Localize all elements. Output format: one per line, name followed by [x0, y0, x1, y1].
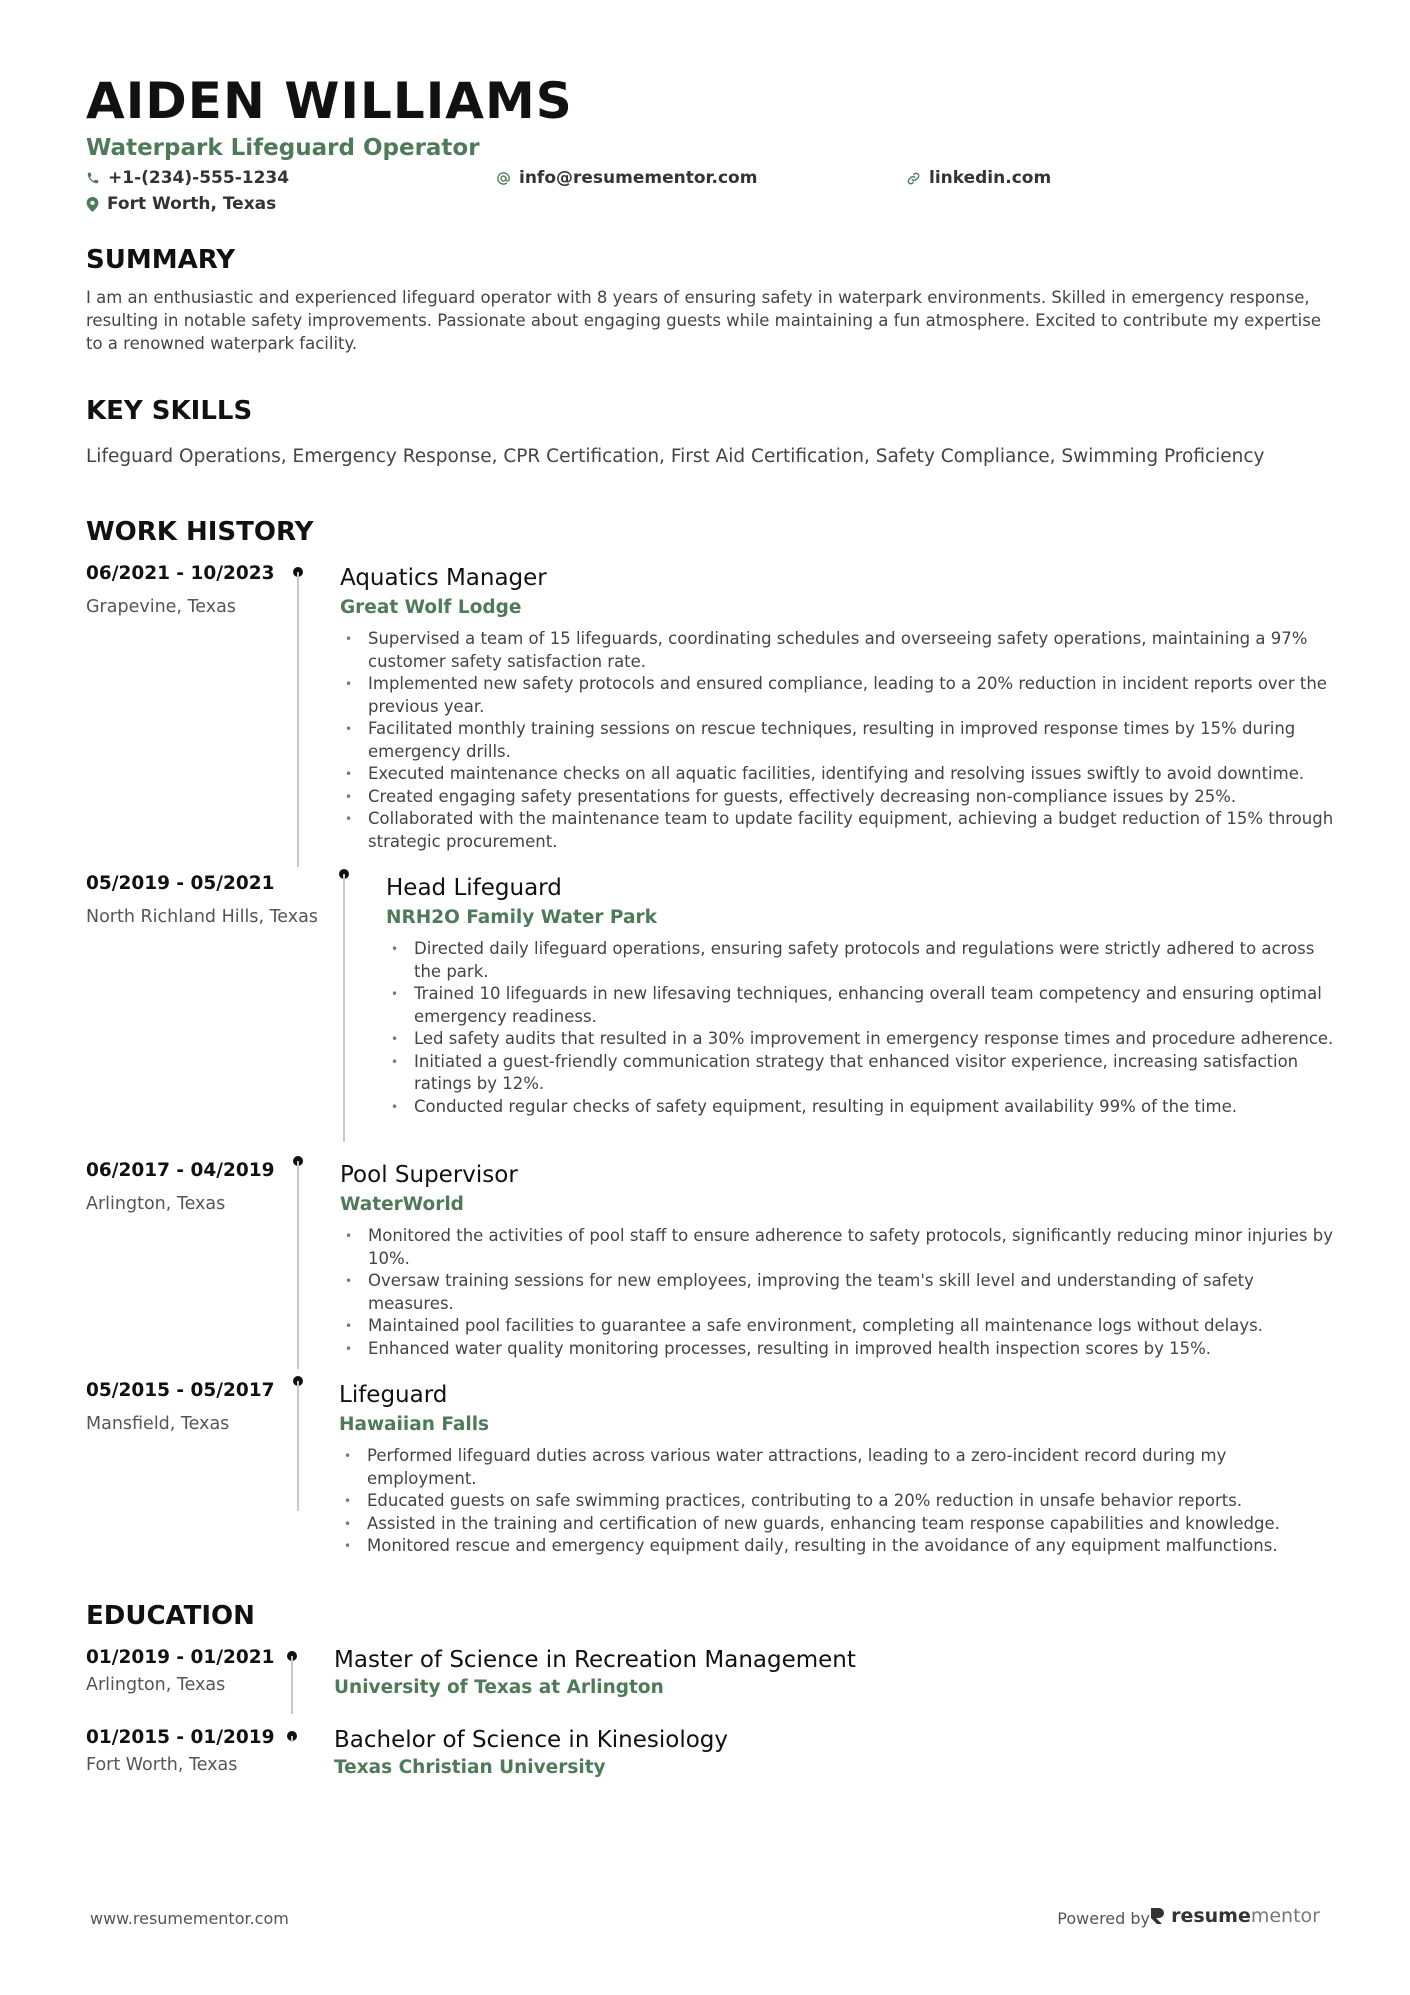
education-section — [86, 1600, 1336, 1778]
job-bullet: • Maintained pool facilities to guarantee a safe environment, completing all maintenance logs without delays. — [340, 1315, 1340, 1338]
education-location: Fort Worth, Texas — [86, 1755, 238, 1775]
email-text: info@resumementor.com — [519, 168, 758, 188]
job-bullet: • Monitored the activities of pool staff to ensure adherence to safety protocols, significantly reducing minor injuries by 10%. — [340, 1225, 1340, 1270]
education-heading: EDUCATION — [86, 1601, 255, 1631]
job-details — [339, 1379, 1339, 1558]
job-bullets — [340, 1225, 1340, 1360]
summary-section — [86, 244, 1336, 355]
job-bullets — [340, 628, 1340, 853]
timeline-line — [343, 874, 345, 1142]
job-meta — [86, 872, 346, 928]
company-name: Hawaiian Falls — [339, 1414, 490, 1435]
email-contact[interactable] — [496, 168, 757, 188]
job-bullet: • Supervised a team of 15 lifeguards, coordinating schedules and overseeing safety operations, maintaining a 97% customer safety satisfaction rate. — [340, 628, 1340, 673]
job-bullet: • Initiated a guest-friendly communication strategy that enhanced visitor experience, increasing satisfaction ratings by 12%. — [386, 1051, 1340, 1096]
education-entry — [86, 1726, 1336, 1776]
education-dates: 01/2015 - 01/2019 — [86, 1727, 275, 1748]
resume-page — [86, 72, 1336, 1778]
job-bullet: • Conducted regular checks of safety equipment, resulting in equipment availability 99% of the time. — [386, 1096, 1340, 1119]
job-details — [340, 1159, 1340, 1360]
company-name: NRH2O Family Water Park — [386, 907, 657, 928]
degree-name: Bachelor of Science in Kinesiology — [334, 1727, 729, 1753]
candidate-name: AIDEN WILLIAMS — [86, 72, 573, 130]
summary-text: I am an enthusiastic and experienced lifeguard operator with 8 years of ensuring safety in waterpark environments. Skilled in emergency response, resulting in notable safety improvements. Passionate about engaging guests while maintaining a fun atmosphere. Excited to contribute my expertise to a renowned waterpark facility. — [86, 288, 1321, 353]
job-dates: 05/2015 - 05/2017 — [86, 1380, 275, 1401]
job-title: Pool Supervisor — [340, 1162, 518, 1188]
linkedin-text: linkedin.com — [929, 168, 1052, 188]
linkedin-contact[interactable] — [906, 168, 1051, 188]
timeline-line — [291, 1656, 293, 1714]
education-entry — [86, 1646, 1336, 1696]
page-footer — [90, 1905, 1320, 1935]
job-bullet: • Performed lifeguard duties across various water attractions, leading to a zero-incident record during my employment. — [339, 1445, 1339, 1490]
link-icon — [906, 171, 921, 186]
skills-section — [86, 395, 1336, 469]
phone-icon — [86, 171, 100, 185]
summary-heading: SUMMARY — [86, 245, 236, 275]
job-title: Lifeguard — [339, 1382, 448, 1408]
education-dates: 01/2019 - 01/2021 — [86, 1647, 275, 1668]
job-location: Arlington, Texas — [86, 1194, 226, 1214]
education-details — [334, 1726, 728, 1780]
timeline-line — [297, 1161, 299, 1369]
contact-info — [86, 168, 1336, 224]
brand-name-light: mentor — [1250, 1905, 1320, 1927]
job-bullets — [386, 938, 1340, 1118]
footer-website-link[interactable]: www.resumementor.com — [90, 1909, 289, 1928]
job-location: North Richland Hills, Texas — [86, 907, 318, 927]
job-meta — [86, 562, 326, 618]
work-history-section — [86, 516, 1336, 1555]
brand-logo[interactable] — [1149, 1905, 1320, 1927]
school-name: University of Texas at Arlington — [334, 1677, 664, 1698]
job-dates: 06/2017 - 04/2019 — [86, 1160, 275, 1181]
job-location: Grapevine, Texas — [86, 597, 236, 617]
job-role: Waterpark Lifeguard Operator — [86, 135, 480, 161]
powered-by-label: Powered by — [1057, 1909, 1150, 1928]
job-details — [340, 562, 1340, 853]
skills-heading: KEY SKILLS — [86, 396, 253, 426]
timeline-line — [291, 1736, 293, 1742]
location-contact — [86, 194, 276, 214]
job-meta — [86, 1379, 326, 1435]
job-title: Head Lifeguard — [386, 875, 562, 901]
location-pin-icon — [86, 197, 99, 212]
job-bullet: • Educated guests on safe swimming practices, contributing to a 20% reduction in unsafe behavior reports. — [339, 1490, 1339, 1513]
resumementor-logo-icon — [1149, 1906, 1165, 1926]
job-bullet: • Monitored rescue and emergency equipment daily, resulting in the avoidance of any equipment malfunctions. — [339, 1535, 1339, 1558]
job-bullet: • Assisted in the training and certification of new guards, enhancing team response capabilities and knowledge. — [339, 1513, 1339, 1536]
job-bullet: • Trained 10 lifeguards in new lifesaving techniques, enhancing overall team competency and ensuring optimal emergency readiness. — [386, 983, 1340, 1028]
job-bullet: • Collaborated with the maintenance team to update facility equipment, achieving a budget reduction of 15% through strategic procurement. — [340, 808, 1340, 853]
job-bullet: • Facilitated monthly training sessions on rescue techniques, resulting in improved response times by 15% during emergency drills. — [340, 718, 1340, 763]
job-title: Aquatics Manager — [340, 565, 547, 591]
job-bullet: • Executed maintenance checks on all aquatic facilities, identifying and resolving issues swiftly to avoid downtime. — [340, 763, 1340, 786]
company-name: Great Wolf Lodge — [340, 597, 522, 618]
job-dates: 05/2019 - 05/2021 — [86, 873, 275, 894]
job-details — [386, 872, 1340, 1118]
job-meta — [86, 1159, 326, 1215]
location-text: Fort Worth, Texas — [107, 194, 277, 214]
job-bullets — [339, 1445, 1339, 1558]
school-name: Texas Christian University — [334, 1757, 606, 1778]
job-location: Mansfield, Texas — [86, 1414, 230, 1434]
job-bullet: • Created engaging safety presentations for guests, effectively decreasing non-compliance issues by 25%. — [340, 786, 1340, 809]
company-name: WaterWorld — [340, 1194, 464, 1215]
job-dates: 06/2021 - 10/2023 — [86, 563, 275, 584]
job-bullet: • Enhanced water quality monitoring processes, resulting in improved health inspection scores by 15%. — [340, 1338, 1340, 1361]
job-bullet: • Led safety audits that resulted in a 30% improvement in emergency response times and procedure adherence. — [386, 1028, 1340, 1051]
degree-name: Master of Science in Recreation Management — [334, 1647, 856, 1673]
work-history-heading: WORK HISTORY — [86, 517, 314, 547]
phone-text: +1-(234)-555-1234 — [108, 168, 290, 188]
education-details — [334, 1646, 856, 1700]
timeline-line — [297, 1381, 299, 1511]
brand-name-bold: resume — [1171, 1905, 1251, 1927]
skills-text: Lifeguard Operations, Emergency Response, CPR Certification, First Aid Certification, Safety Compliance, Swimming Proficiency — [86, 446, 1265, 467]
timeline-line — [297, 572, 299, 867]
phone-contact[interactable] — [86, 168, 289, 188]
job-bullet: • Directed daily lifeguard operations, ensuring safety protocols and regulations were strictly adhered to across the park. — [386, 938, 1340, 983]
job-bullet: • Oversaw training sessions for new employees, improving the team's skill level and understanding of safety measures. — [340, 1270, 1340, 1315]
education-location: Arlington, Texas — [86, 1675, 226, 1695]
job-bullet: • Implemented new safety protocols and ensured compliance, leading to a 20% reduction in incident reports over the previous year. — [340, 673, 1340, 718]
at-icon — [496, 171, 511, 186]
